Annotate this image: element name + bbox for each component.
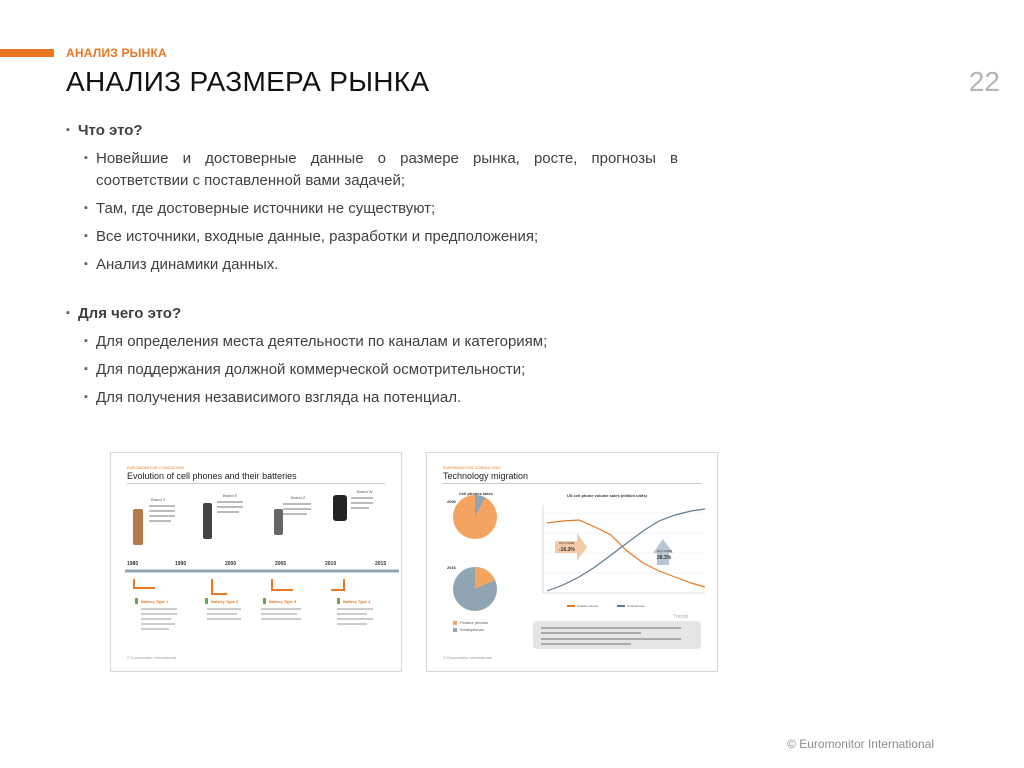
thumb-brand: EUROMONITOR CONSULTING [127,465,185,470]
legend-label: Feature phones [460,620,489,625]
slide-content [66,120,678,409]
year-label: 2010 [325,561,337,567]
brand-label: Brand W [357,489,373,494]
battery-label: Battery Type 1 [141,599,169,604]
bullet-item: ▪ Для получения независимого взгляда на потенциал. [66,387,678,409]
bullet-item: ▪ Новейшие и достоверные данные о размере рынка, росте, прогнозы в соответствии с поставленной вами задачей; [66,148,678,192]
battery-label: Battery Type 4 [343,599,371,604]
thumbnail-technology-migration [426,452,718,672]
thumb-footer: © Euromonitor International [443,655,492,660]
feature-phones-line [547,520,705,587]
phone-icon [333,495,347,521]
cagr-value: 28.3% [657,555,672,561]
phone-icon [133,509,143,545]
legend-label: Feature phones [577,604,599,608]
page-number: 22 [968,66,1000,97]
migration-graphic [427,453,717,671]
battery-label: Battery Type 3 [269,599,297,604]
pie-title: Cell phones sales [459,491,493,496]
legend-label: Smartphones [460,627,484,632]
timeline-graphic [111,453,401,671]
phone-icon [274,509,283,535]
line-chart-title: US cell phone volume sales (million units) [567,493,648,498]
bullet-item: ▪ Для определения места деятельности по каналам и категориям; [66,331,678,353]
copyright: © Euromonitor International [787,737,934,751]
cagr-label: 10yr CAGR [657,549,673,553]
page-title: АНАЛИЗ РАЗМЕРА РЫНКА [66,66,430,97]
brand-label: Brand X [223,493,238,498]
pie-year: 2016 [447,565,456,570]
year-label: 2000 [225,561,237,567]
legend-label: Smartphones [627,604,645,608]
trends-label: Trends [673,614,689,620]
year-label: 1980 [127,561,139,567]
phone-icon [203,503,212,539]
brand-label: Brand Z [291,495,306,500]
thumb-footer: © Euromonitor International [127,655,176,660]
thumb-title: Technology migration [443,471,529,481]
pie-year: 2006 [447,499,456,504]
bullet-item: ▪ Для поддержания должной коммерческой осмотрительности; [66,359,678,381]
year-label: 2005 [275,561,287,567]
year-label: 2015 [375,561,387,567]
bullet-item: ▪ Там, где достоверные источники не существуют; [66,198,678,220]
thumb-title: Evolution of cell phones and their batteries [127,471,297,481]
bullet-heading-what: ▪ Что это? [66,120,678,142]
brand-label: Brand Y [151,497,166,502]
thumbnail-phone-evolution [110,452,402,672]
accent-bar [0,49,54,57]
bullet-heading-why: ▪ Для чего это? [66,303,678,325]
cagr-value: -16.3% [559,547,575,553]
bullet-item: ▪ Анализ динамики данных. [66,254,678,276]
section-label: АНАЛИЗ РЫНКА [66,46,167,60]
cagr-label: 10yr CAGR [559,541,575,545]
thumb-brand: EUROMONITOR CONSULTING [443,465,501,470]
battery-label: Battery Type 2 [211,599,239,604]
year-label: 1990 [175,561,187,567]
bullet-item: ▪ Все источники, входные данные, разработки и предположения; [66,226,678,248]
